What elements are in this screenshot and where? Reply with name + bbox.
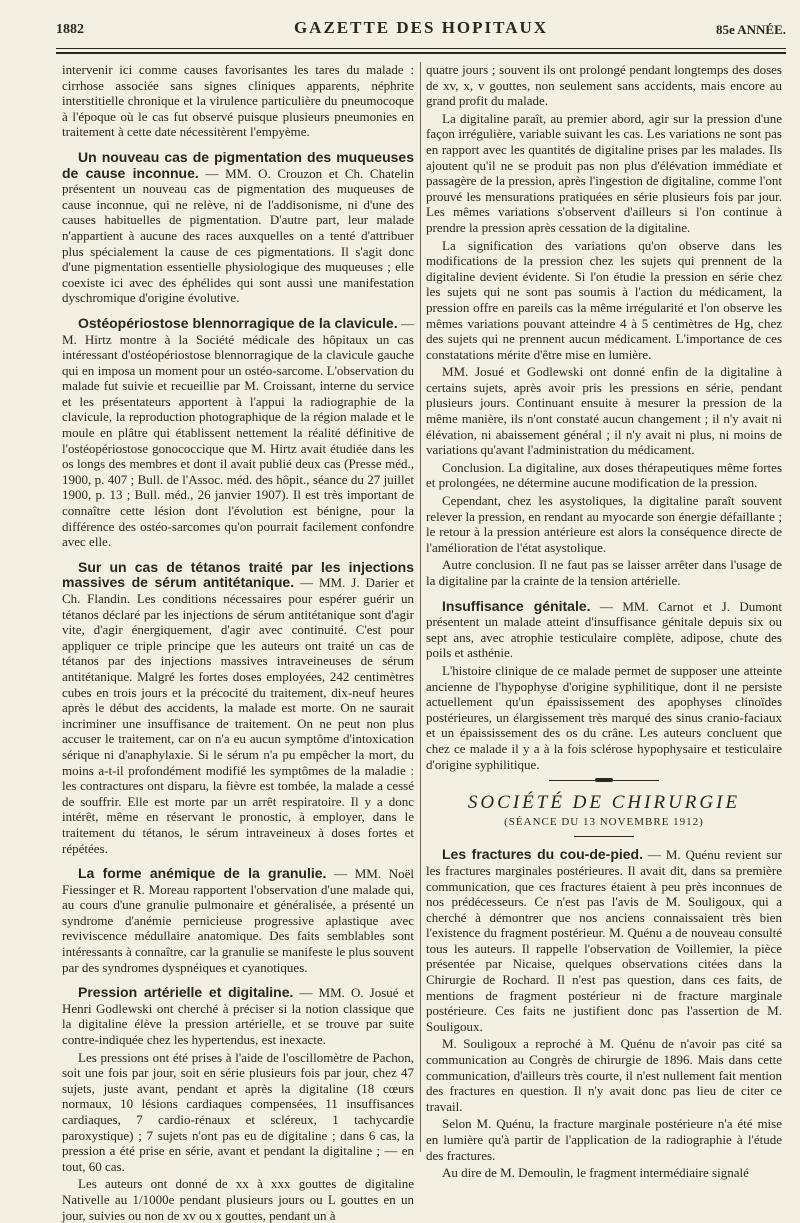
paragraph: MM. Josué et Godlewski ont donné enfin de la digitaline à certains sujets, après avoir pris les pressions en série, pendant plusieurs jours. Continuant ensuite à mesurer la pression de la même manière, ils n'ont constaté aucun changement ; il n'y avait ni élévation, ni abaissement général ; il n'y avait ni plus, ni moins de variations qu'avant l'administration du médicament. bbox=[426, 364, 782, 458]
article-heading: Insuffisance génitale. bbox=[442, 597, 591, 614]
section-separator bbox=[549, 780, 659, 785]
paragraph: quatre jours ; souvent ils ont prolongé pendant longtemps des doses de xv, x, v gouttes, non seulement sans accidents, mais encore au grand profit du malade. bbox=[426, 62, 782, 109]
article-granulie bbox=[62, 866, 414, 975]
header-rule bbox=[56, 48, 786, 49]
article-heading: La forme anémique de la granulie. bbox=[78, 865, 327, 882]
left-column bbox=[62, 62, 415, 1223]
paragraph: La digitaline paraît, au premier abord, agir sur la pression d'une façon irrégulière, variable suivant les cas. Les variations ne sont pas en rapport avec les quantités de digitaline prises par les malades. Ils ajoutent qu'il ne se produit pas non plus d'élévation immédiate et passagère de la pression, après l'ingestion de digitaline, comme l'ont prouvé les mensurations pratiquées en série plusieurs fois par jour. Les mêmes variations s'observent d'ailleurs si l'on continue à prendre la pression après cessation de la digitaline. bbox=[426, 110, 782, 235]
article-osteoperiostose bbox=[62, 316, 414, 550]
article-text: — MM. O. Josué et Henri Godlewski ont cherché à préciser si la notion classique que la digitaline élève la pression artérielle, et se trouve par suite contre-indiquée chez les hypertendus, est inexacte. bbox=[62, 985, 414, 1048]
right-column bbox=[426, 62, 782, 1181]
paragraph: Autre conclusion. Il ne faut pas se laisser arrêter dans l'usage de la digitaline par la crainte de la tension artérielle. bbox=[426, 557, 782, 588]
paragraph: Les auteurs ont donné de xx à xxx gouttes de digitaline Nativelle au 1/1000e pendant plusieurs jours ou L gouttes en un jour, suivies ou non de xv ou x gouttes, pendant un à bbox=[62, 1176, 414, 1223]
article-fractures bbox=[426, 847, 782, 1034]
article-text: — M. Hirtz montre à la Société médicale des hôpitaux un cas intéressant d'ostéopériostose blennorragique de la clavicule gauche qui en imposa un moment pour un ostéo-sarcome. L'observation du malade fut suivie et recueillie par M. Croissant, interne du service et les présentateurs apportent à l'appui la radiographie de la clavicule, la reproduction photographique de la région malade et le moule en plâtre qui établissent nettement la réalité définitive de l'ostéopériostose gonococcique que M. Hirtz avait étudiée dans les os longs des membres et dont il avait publié deux cas (Presse méd., 1900, p. 407 ; Bull. de l'Assoc. méd. des hôpit., séance du 27 juillet 1900, p. 13 ; Bull. méd., 26 janvier 1907). Il est très important de connaître cette lésion dont l'évolution est bénigne, pour la différence des ostéo-sarcomes qu'on pourrait facilement confondre avec elle. bbox=[62, 315, 414, 550]
article-pigmentation bbox=[62, 150, 414, 306]
paragraph: Au dire de M. Demoulin, le fragment intermédiaire signalé bbox=[442, 1165, 749, 1181]
article-text: — MM. Carnot et J. Dumont présentent un malade atteint d'insuffisance génitale depuis six ou sept ans, avec atrophie testiculaire complète, adipose, chute des poils et asthénie. bbox=[426, 598, 782, 661]
section-session-date: (SÉANCE DU 13 NOVEMBRE 1912) bbox=[504, 815, 704, 828]
article-text: — MM. Noël Fiessinger et R. Moreau rapportent l'observation d'une malade qui, au cours d'une granulie pulmonaire et généralisée, a présenté un syndrome d'anémie pernicieuse progressive aplastique avec reviviscence médullaire anatomique. Des faits semblables sont intéressants à connaître, car la granulie se manifeste le plus souvent par des syndromes dyspnéiques et cyanotiques. bbox=[62, 866, 414, 975]
article-text: — M. Quénu revient sur les fractures marginales postérieures. Il avait dit, dans sa première communication, que ces fractures étaient à peu près inconnues de nos prédécesseurs. Ce n'est pas l'avis de M. Souligoux, qui a cherché à démontrer que nos anciens connaissaient très bien l'existence du fragment postérieur. M. Quénu a de nouveau consulté tous les auteurs. Il rappelle l'observation de Voillemier, la pièce présentée par Nicaise, quelques observations citées dans la Chirurgie de Rochard. Il n'est pas question, dans ces faits, de mentions de fragment postérieur ni de fracture marginale postérieure. Ces faits ne justifient donc pas l'assertion de M. Souligoux. bbox=[426, 847, 782, 1034]
page-number: 1882 bbox=[56, 22, 84, 37]
article-tetanos bbox=[62, 560, 414, 856]
article-heading: Ostéopériostose blennorragique de la clavicule. bbox=[78, 314, 398, 331]
paragraph: Les pressions ont été prises à l'aide de l'oscillomètre de Pachon, soit une fois par jour, soit en série plusieurs fois par jour, chez 47 sujets, juste avant, pendant et après la digitaline (18 cœurs normaux, 10 lésions cardiaques compensées, 11 insuffisances cardiaques, 7 cardio-rénaux et scléreux, 1 tachycardie paroxystique) ; 7 sujets n'ont pas eu de digitaline ; dans 6 cas, la pression a été prise en série, avant et pendant la digitaline ; — en tout, 60 cas. bbox=[62, 1049, 414, 1174]
article-insuffisance-genitale bbox=[426, 599, 782, 661]
article-text: — MM. O. Crouzon et Ch. Chatelin présentent un nouveau cas de pigmentation des muqueuses de cause inconnue, qui ne relève, ni de l'addisonisme, ni d'une des causes habituelles de pigmentation. D'autre part, leur malade n'appartient à aucune des races auxquelles on a tenté d'attribuer plus spécialement la cause de ces pigmentations. Il s'agit donc d'une pigmentation essentielle physiologique des muqueuses ; elle coexiste ici avec des éphélides qui sont aussi une manifestation dyschromique d'origine évolutive. bbox=[62, 165, 414, 306]
article-heading: Les fractures du cou-de-pied. bbox=[442, 846, 644, 863]
journal-title: GAZETTE DES HOPITAUX bbox=[293, 18, 549, 37]
header-rule-thick bbox=[56, 52, 786, 54]
intro-paragraph: intervenir ici comme causes favorisantes les tares du malade : cirrhose associée sans signes cliniques apparents, néphrite interstitielle chronique et la virulence particulière du pneumocoque à l'époque où le cas fut observé puisque plusieurs pneumonies en traitement à cette date nécessitèrent l'empyème. bbox=[62, 62, 414, 140]
paragraph: La signification des variations qu'on observe dans les modifications de la pression chez les sujets qui prennent de la digitaline devient évidente. Si l'on étudie la pression en série chez les sujets qui ne sont pas soumis à l'action du médicament, la pression offre en pareils cas la même irrégularité et l'on observe les mêmes variations pouvant atteindre 4 à 5 centimètres de Hg, chez des sujets qui ne prennent aucun médicament. L'importance de ces constatations mérite d'être mise en lumière. bbox=[426, 237, 782, 362]
page-header bbox=[56, 18, 786, 42]
article-text: — MM. J. Darier et Ch. Flandin. Les conditions nécessaires pour espérer guérir un tétanos déclaré par les injections de sérum antitétanique sont d'agir vite, d'agir énergiquement, d'agir avec continuité. C'est pour appliquer ce triple principe que les auteurs ont traité un cas de tétanos par des injections massives intraveineuses de sérum antitétanique. Malgré les fortes doses employées, 242 centimètres cubes en trois jours et la précocité du traitement, dix-neuf heures après le début des accidents, la malade est morte. On ne saurait incriminer une insuffisance de traitement. On ne peut non plus accuser le traitement, car on n'a eu aucun symptôme d'intoxication sérique ni d'anaphylaxie. Si le sérum n'a pu empêcher la mort, du moins a-t-il profondément modifié les symptômes de la maladie : les contractures ont disparu, la fièvre est tombée, la malade a cessé de souffrir. Elle est morte par un arrêt respiratoire. Il y a donc intérêt, même en réservant le pronostic, à employer, dans le traitement du tétanos, le sérum intraveineux à doses fortes et répétées. bbox=[62, 575, 415, 856]
article-heading: Un nouveau cas de pigmentation des muqueuses de cause inconnue. bbox=[62, 148, 414, 181]
column-divider bbox=[420, 62, 421, 1152]
article-heading: Sur un cas de tétanos traité par les injections massives de sérum antitétanique. bbox=[62, 558, 414, 591]
paragraph: Cependant, chez les asystoliques, la digitaline paraît souvent relever la pression, en rendant au myocarde son énergie défaillante ; le retour à la pression antérieure est alors la conséquence directe de l'amélioration de l'état asystolique. bbox=[426, 493, 782, 555]
article-digitaline bbox=[62, 985, 414, 1047]
volume-year: 85e ANNÉE. bbox=[715, 22, 786, 37]
paragraph: Conclusion. La digitaline, aux doses thérapeutiques même fortes et prolongées, ne détermine aucune modification de la pression. bbox=[426, 459, 782, 491]
section-rule bbox=[574, 836, 634, 837]
article-heading: Pression artérielle et digitaline. bbox=[78, 984, 294, 1001]
paragraph: Selon M. Quénu, la fracture marginale postérieure n'a été mise en lumière qu'à partir de l'application de la radiographie à l'étude des fractures. bbox=[426, 1116, 782, 1163]
paragraph: M. Souligoux a reproché à M. Quénu de n'avoir pas cité sa communication au Congrès de chirurgie de 1896. Mais dans cette communication, d'ailleurs très courte, il n'est nullement fait mention des fractures en question. Il n'y avait donc pas lieu de citer ce travail. bbox=[426, 1036, 782, 1114]
paragraph: L'histoire clinique de ce malade permet de supposer une atteinte ancienne de l'hypophyse d'origine syphilitique, dont il ne persiste actuellement qu'un épaississement des apophyses clinoïdes postérieures, un élargissement très marqué des sinus cranio-faciaux et un épaississement des os du crâne. Les auteurs concluent que chez ce malade il y a à la fois sclérose hypophysaire et testiculaire d'origine syphilitique. bbox=[426, 662, 782, 772]
section-title: SOCIÉTÉ DE CHIRURGIE bbox=[467, 792, 741, 814]
